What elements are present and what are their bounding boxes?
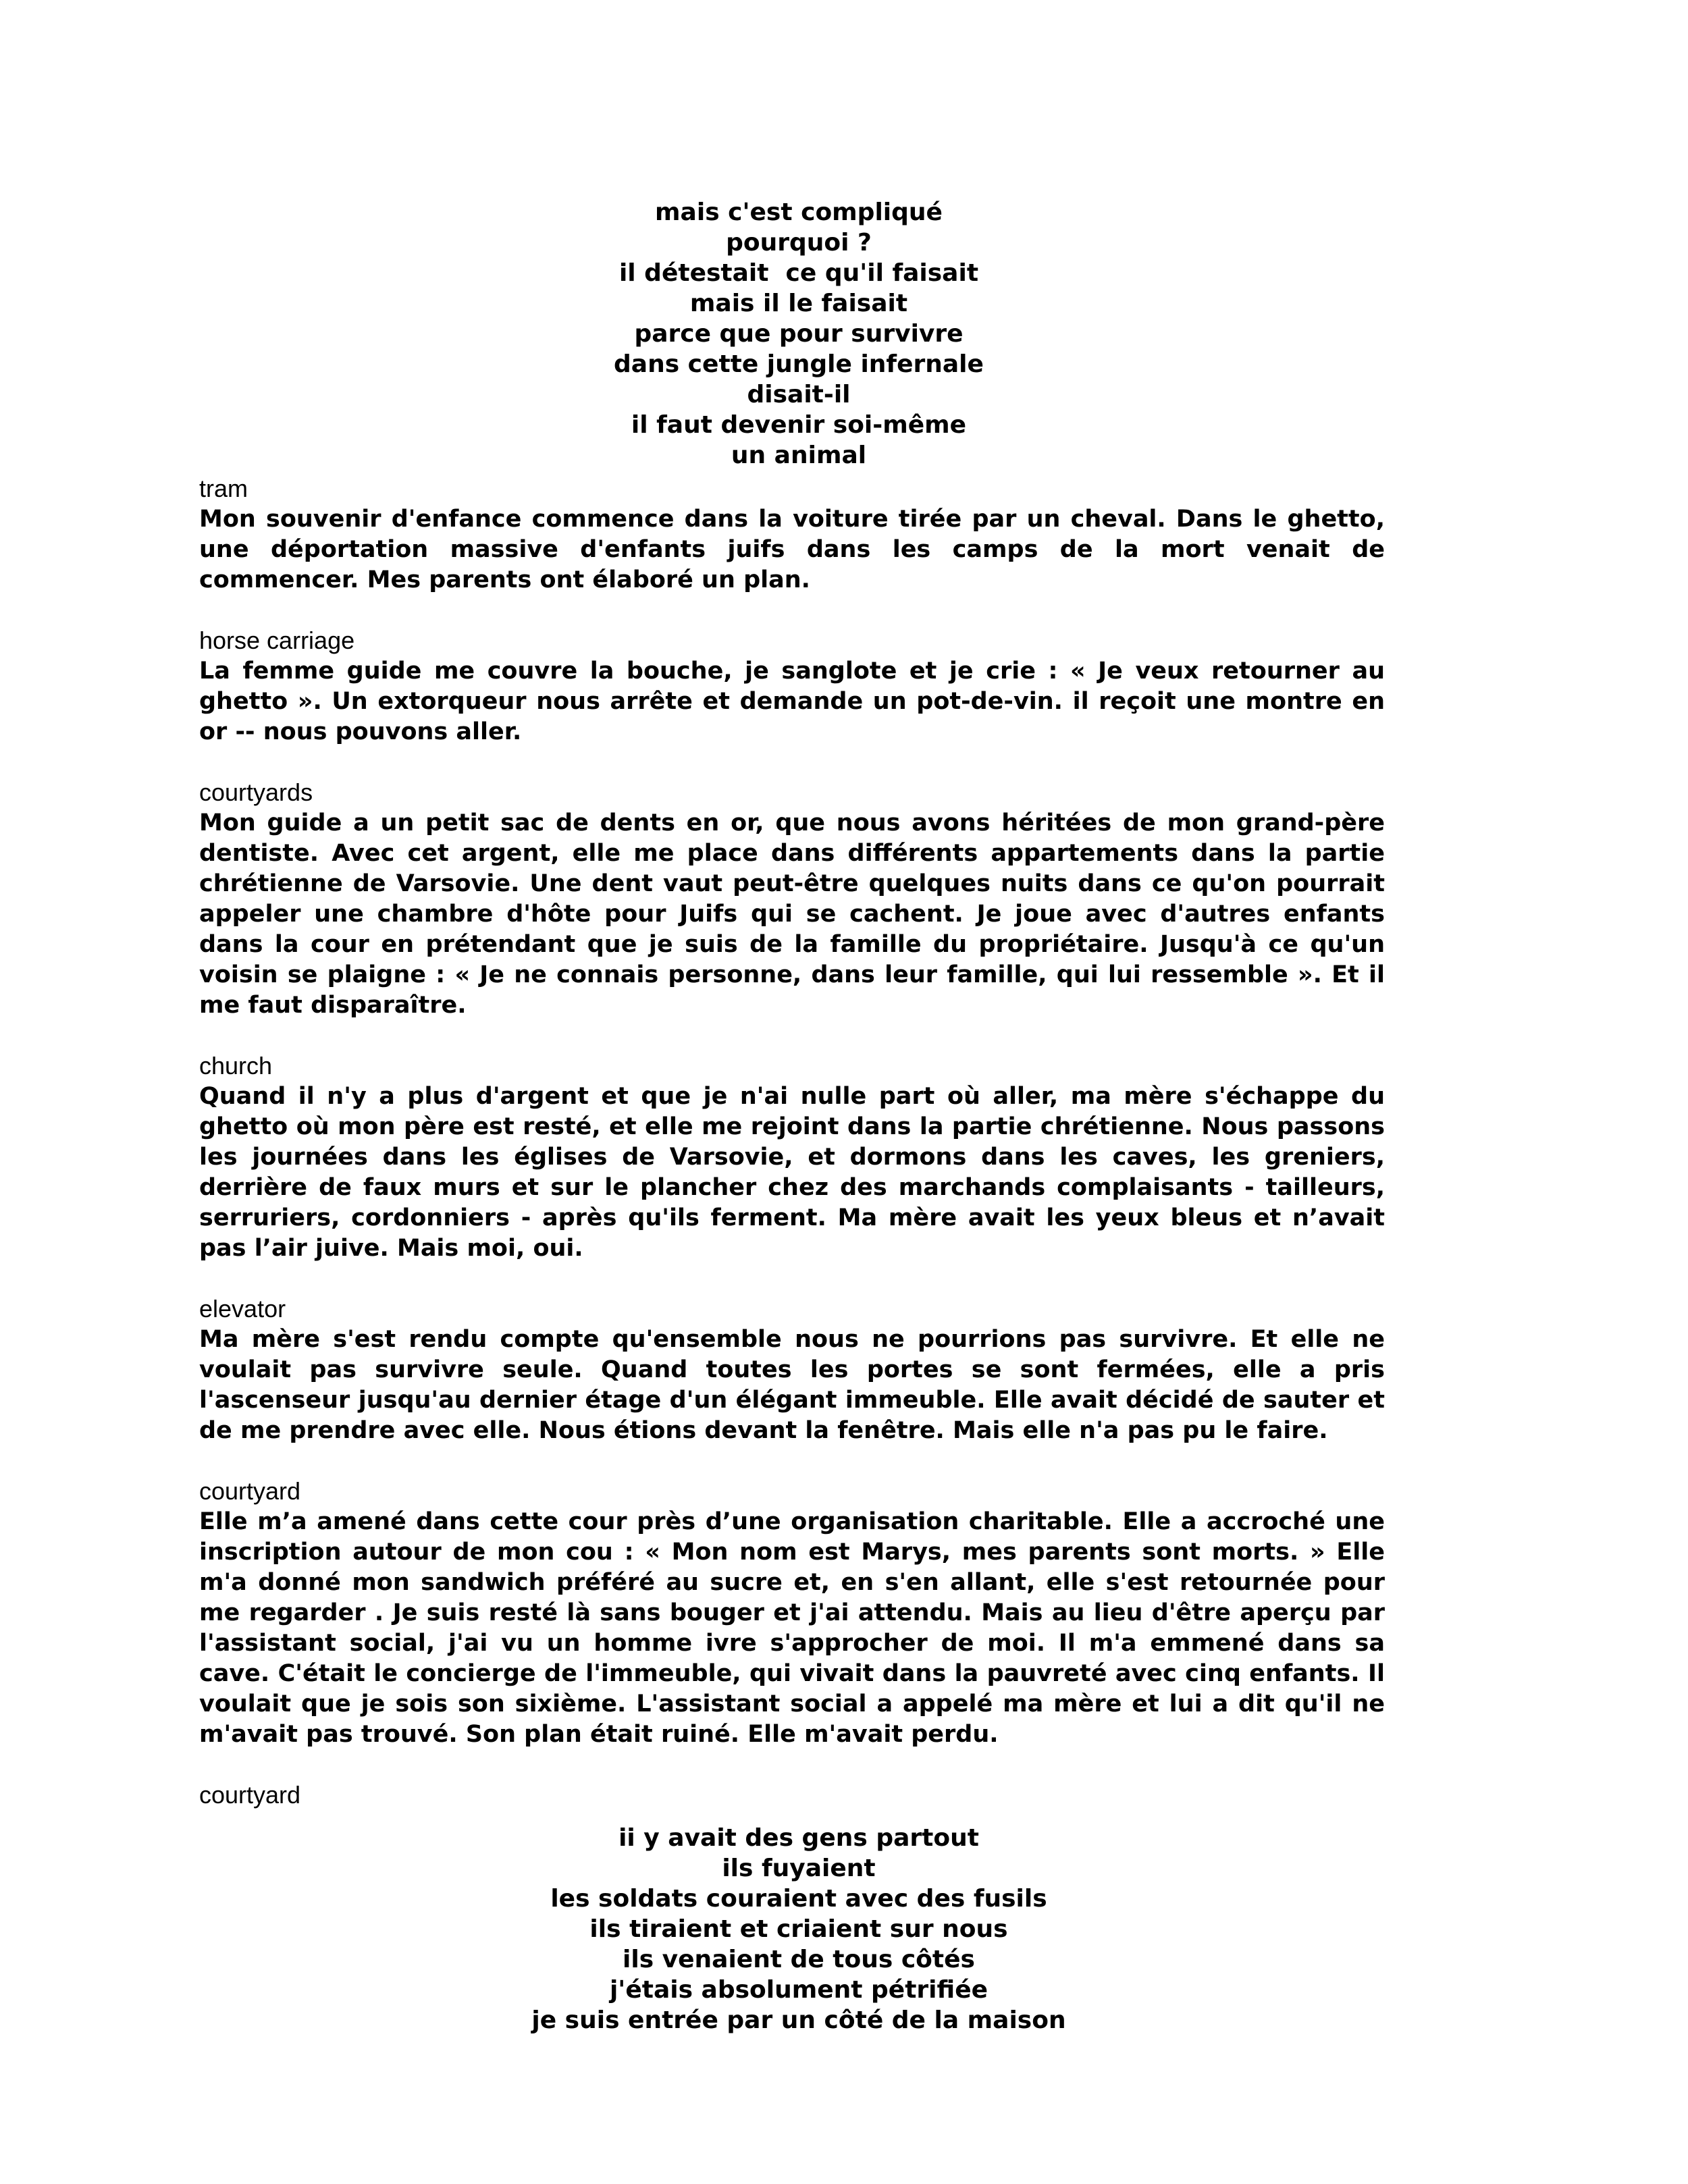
section-label: church bbox=[199, 1052, 273, 1080]
section-paragraph: Ma mère s'est rendu compte qu'ensemble nous ne pourrions pas survivre. Et elle ne voulait pas survivre seule. Quand toutes les portes se sont fermées, elle a pris l'ascenseur jusqu'au dernier étage d'un élégant immeuble. Elle avait décidé de sauter et de me prendre avec elle. Nous étions devant la fenêtre. Mais elle n'a pas pu le faire. bbox=[199, 1326, 1385, 1444]
poem-line: ils fuyaient bbox=[722, 1855, 876, 1882]
poem-line: mais c'est compliqué bbox=[655, 198, 943, 226]
poem-line: j'étais absolument pétrifiée bbox=[609, 1976, 988, 2004]
poem-line: les soldats couraient avec des fusils bbox=[550, 1885, 1047, 1913]
section-label: horse carriage bbox=[199, 627, 355, 654]
document-content bbox=[199, 197, 1385, 2035]
section-paragraph: Quand il n'y a plus d'argent et que je n'ai nulle part où aller, ma mère s'échappe du ghetto où mon père est resté, et elle me rejoint dans la partie chrétienne. Nous passons les journées dans les églises de Varsovie, et dormons dans les caves, les greniers, derrière de faux murs et sur le plancher chez des marchands complaisants - tailleurs, serruriers, cordonniers - après qu'ils ferment. Ma mère avait les yeux bleus et n’avait pas l’air juive. Mais moi, oui. bbox=[199, 1083, 1385, 1262]
section-paragraph: Elle m’a amené dans cette cour près d’une organisation charitable. Elle a accroché une inscription autour de mon cou : « Mon nom est Marys, mes parents sont morts. » Elle m'a donné mon sandwich préféré au sucre et, en s'en allant, elle s'est retournée pour me regarder . Je suis resté là sans bouger et j'ai attendu. Mais au lieu d'être aperçu par l'assistant social, j'ai vu un homme ivre s'approcher de moi. Il m'a emmené dans sa cave. C'était le concierge de l'immeuble, qui vivait dans la pauvreté avec cinq enfants. Il voulait que je sois son sixième. L'assistant social a appelé ma mère et lui a dit qu'il ne m'avait pas trouvé. Son plan était ruiné. Elle m'avait perdu. bbox=[199, 1508, 1385, 1748]
poem-line: un animal bbox=[731, 442, 867, 469]
section-label: elevator bbox=[199, 1295, 286, 1323]
section-paragraph: Mon guide a un petit sac de dents en or, que nous avons héritées de mon grand-père dentiste. Avec cet argent, elle me place dans différents appartements dans la partie chrétienne de Varsovie. Une dent vaut peut-être quelques nuits dans ce qu'on pourrait appeler une chambre d'hôte pour Juifs qui se cachent. Je joue avec d'autres enfants dans la cour en prétendant que je suis de la famille du propriétaire. Jusqu'à ce qu'un voisin se plaigne : « Je ne connais personne, dans leur famille, qui lui ressemble ». Et il me faut disparaître. bbox=[199, 809, 1385, 1019]
section-label: courtyards bbox=[199, 778, 313, 806]
section-elevator bbox=[199, 1294, 1385, 1446]
section-church bbox=[199, 1050, 1385, 1264]
poem-line: dans cette jungle infernale bbox=[614, 350, 984, 378]
section-horse-carriage bbox=[199, 625, 1385, 747]
poem-line: ils venaient de tous côtés bbox=[623, 1946, 975, 1973]
poem-line: parce que pour survivre bbox=[634, 320, 964, 348]
poem-line: il faut devenir soi-même bbox=[631, 411, 967, 439]
poem-top bbox=[199, 197, 1385, 471]
section-label: courtyard bbox=[199, 1781, 301, 1809]
section-final-courtyard bbox=[199, 1780, 1385, 2035]
poem-line: ii y avait des gens partout bbox=[618, 1824, 979, 1852]
poem-line: mais il le faisait bbox=[689, 290, 908, 317]
section-courtyards bbox=[199, 777, 1385, 1021]
section-label: courtyard bbox=[199, 1477, 301, 1505]
section-paragraph: Mon souvenir d'enfance commence dans la voiture tirée par un cheval. Dans le ghetto, une déportation massive d'enfants juifs dans les camps de la mort venait de commencer. Mes parents ont élaboré un plan. bbox=[199, 506, 1385, 593]
poem-bottom bbox=[199, 1823, 1385, 2035]
poem-line: ils tiraient et criaient sur nous bbox=[589, 1915, 1008, 1943]
poem-line: il détestait ce qu'il faisait bbox=[618, 259, 979, 287]
poem-line: disait-il bbox=[747, 381, 851, 408]
poem-line: pourquoi ? bbox=[726, 229, 872, 257]
section-courtyard bbox=[199, 1476, 1385, 1750]
section-label: tram bbox=[199, 475, 248, 502]
poem-line: je suis entrée par un côté de la maison bbox=[531, 2006, 1066, 2034]
section-tram bbox=[199, 473, 1385, 595]
section-paragraph: La femme guide me couvre la bouche, je sanglote et je crie : « Je veux retourner au ghetto ». Un extorqueur nous arrête et demande un pot-de-vin. il reçoit une montre en or -- nous pouvons aller. bbox=[199, 658, 1385, 745]
